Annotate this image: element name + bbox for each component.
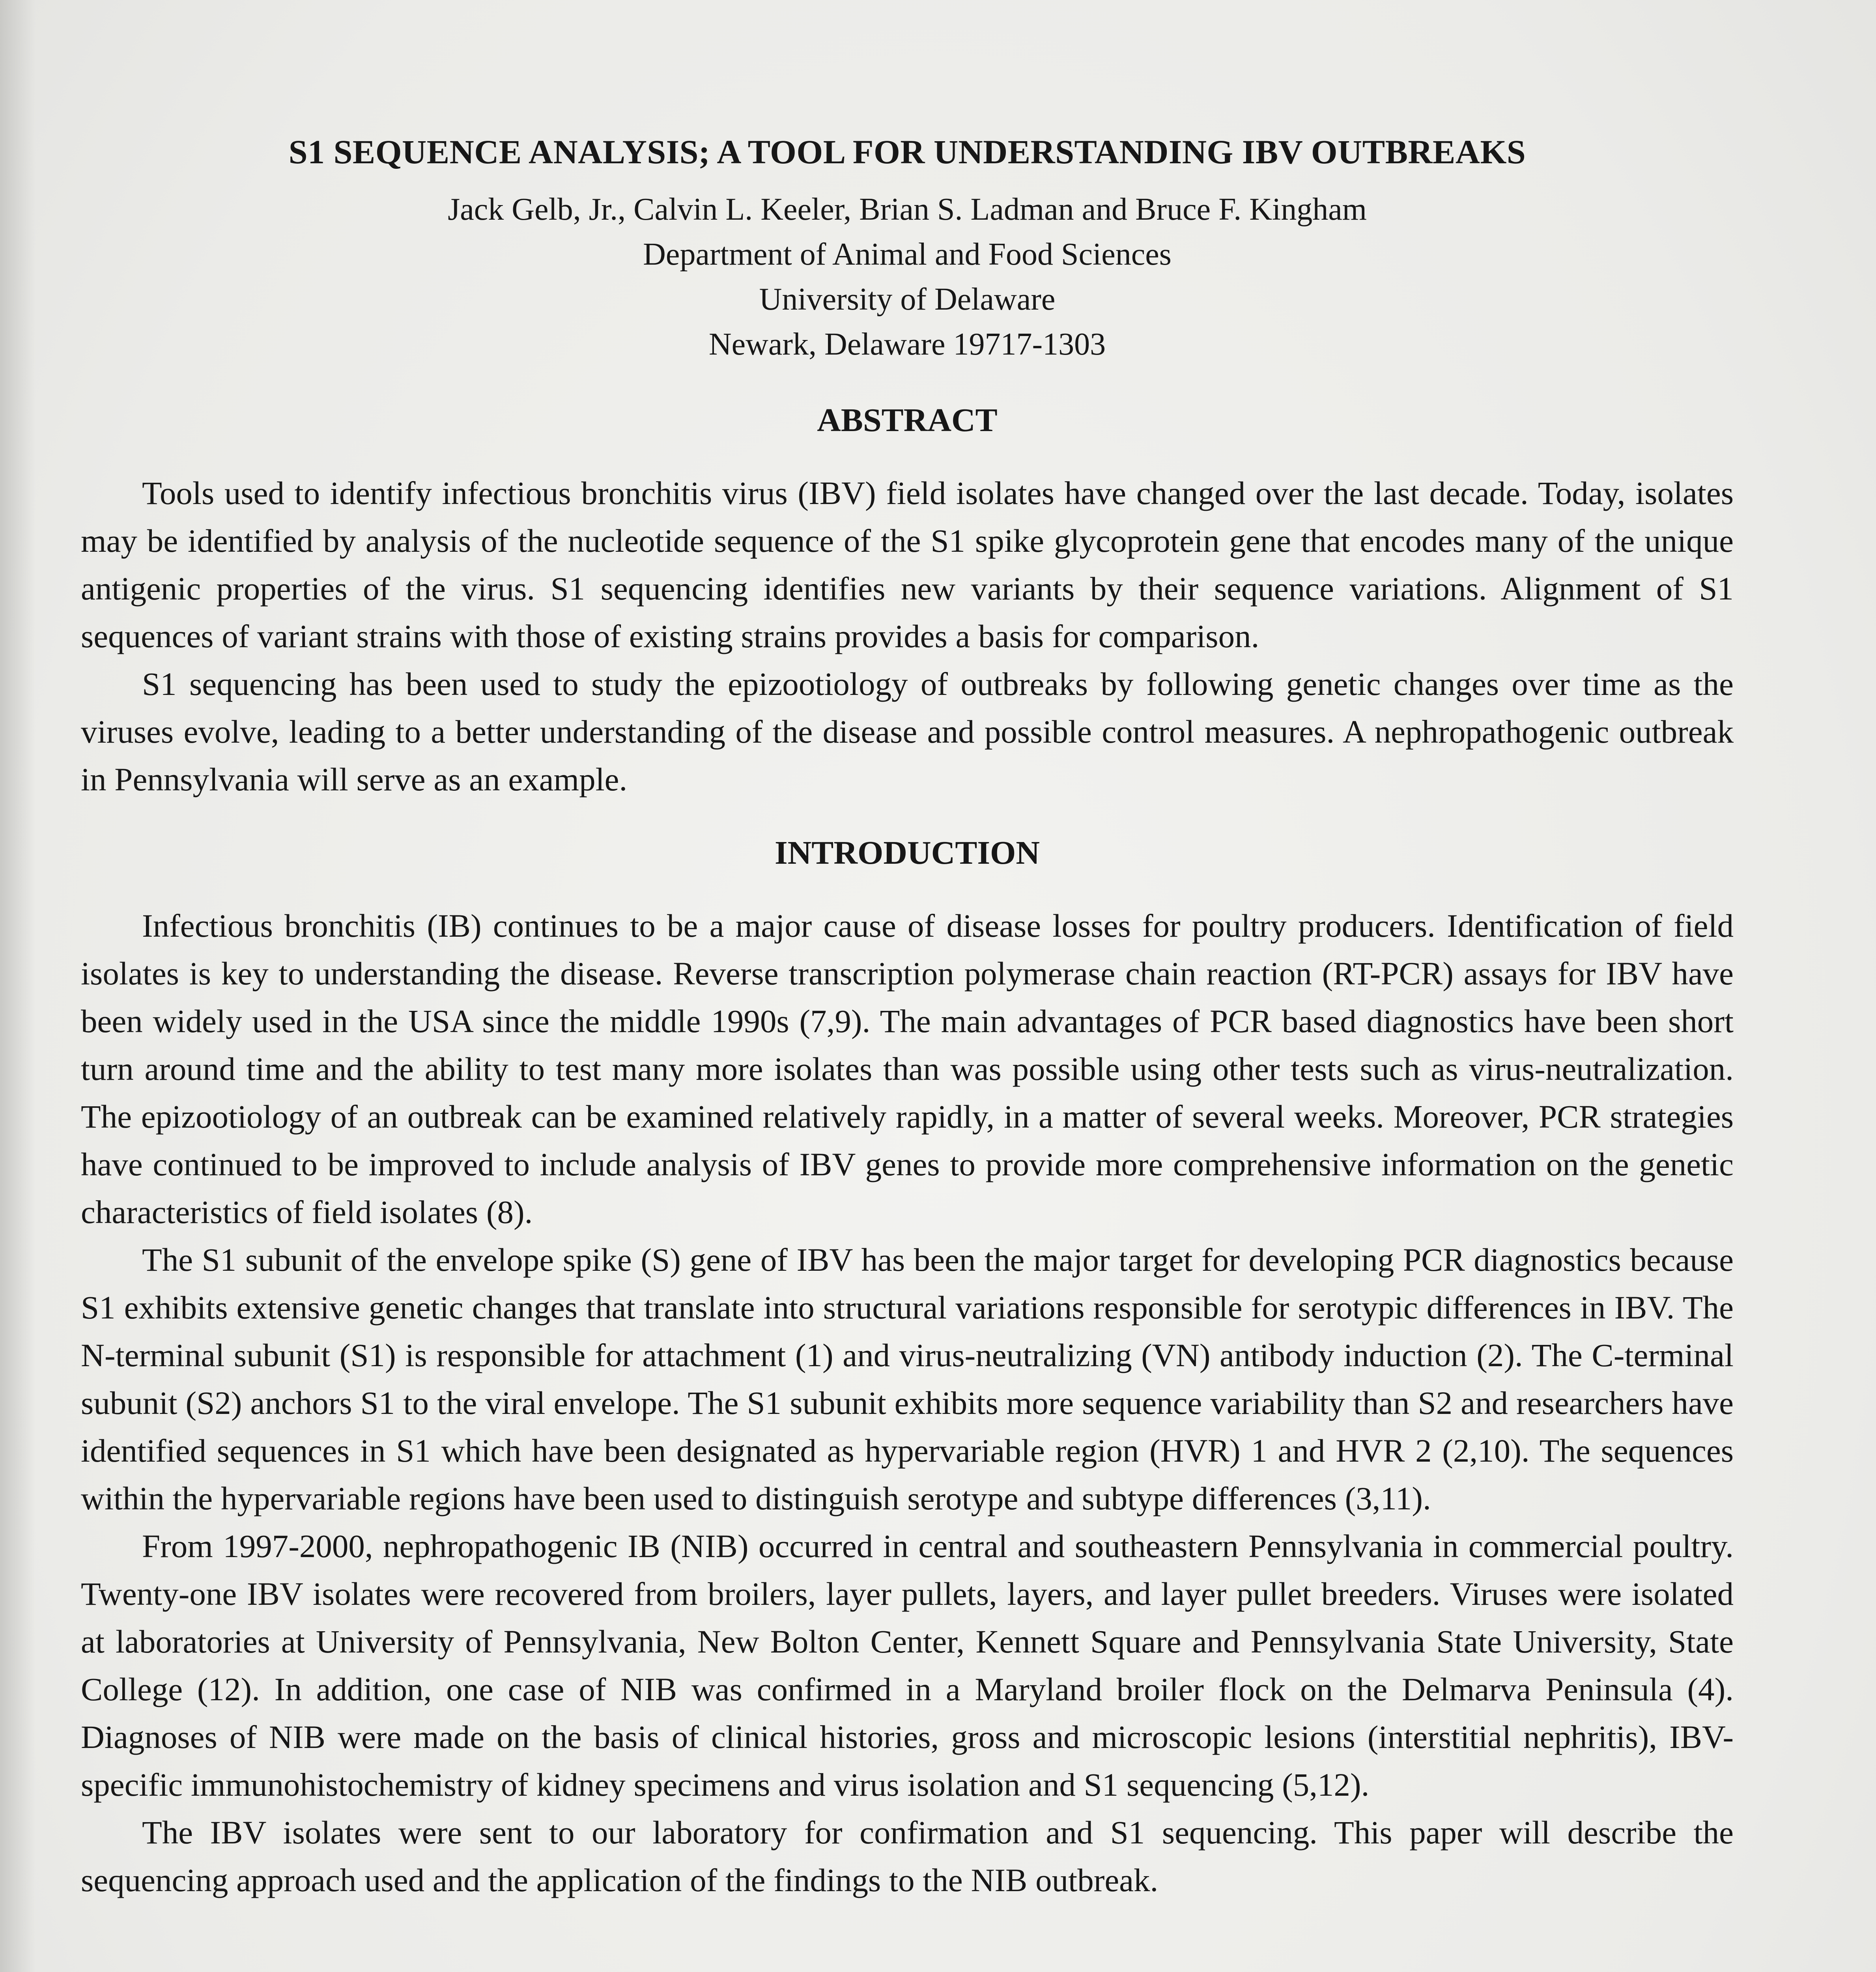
abstract-paragraph: Tools used to identify infectious bronchitis virus (IBV) field isolates have changed over the last decade. Today, isolates may be identified by analysis of the nucleotide sequence of the S1 spike glycoprotein gene that encodes many of the unique antigenic properties of the virus. S1 sequencing identifies new variants by their sequence variations. Alignment of S1 sequences of variant strains with those of existing strains provides a basis for comparison. (81, 475, 1734, 654)
abstract-heading: ABSTRACT (817, 402, 998, 439)
abstract-paragraph: S1 sequencing has been used to study the epizootiology of outbreaks by following genetic changes over time as the viruses evolve, leading to a better understanding of the disease and possible control measures. A nephropathogenic outbreak in Pennsylvania will serve as an example. (81, 666, 1734, 797)
paper-title: S1 SEQUENCE ANALYSIS; A TOOL FOR UNDERSTANDING IBV OUTBREAKS (288, 133, 1526, 171)
scan-shadow (0, 0, 36, 1972)
department-name: Department of Animal and Food Sciences (643, 237, 1172, 272)
introduction-paragraph: The S1 subunit of the envelope spike (S) gene of IBV has been the major target for developing PCR diagnostics because S1 exhibits extensive genetic changes that translate into structural variations responsible for serotypic differences in IBV. The N-terminal subunit (S1) is responsible for attachment (1) and virus-neutralizing (VN) antibody induction (2). The C-terminal subunit (S2) anchors S1 to the viral envelope. The S1 subunit exhibits more sequence variability than S2 and researchers have identified sequences in S1 which have been designated as hypervariable region (HVR) 1 and HVR 2 (2,10). The sequences within the hypervariable regions have been used to distinguish serotype and subtype differences (3,11). (81, 1242, 1734, 1516)
introduction-section (81, 831, 1734, 1904)
abstract-section (81, 398, 1734, 803)
author-affiliation-block (81, 187, 1734, 367)
postal-address: Newark, Delaware 19717-1303 (708, 327, 1106, 362)
introduction-paragraph: From 1997-2000, nephropathogenic IB (NIB) occurred in central and southeastern Pennsylvania in commercial poultry. Twenty-one IBV isolates were recovered from broilers, layer pullets, layers, and layer pullet breeders. Viruses were isolated at laboratories at University of Pennsylvania, New Bolton Center, Kennett Square and Pennsylvania State University, State College (12). In addition, one case of NIB was confirmed in a Maryland broiler flock on the Delmarva Peninsula (4). Diagnoses of NIB were made on the basis of clinical histories, gross and microscopic lesions (interstitial nephritis), IBV-specific immunohistochemistry of kidney specimens and virus isolation and S1 sequencing (5,12). (81, 1528, 1734, 1803)
introduction-heading: INTRODUCTION (774, 835, 1040, 871)
introduction-paragraph: The IBV isolates were sent to our laboratory for confirmation and S1 sequencing. This paper will describe the sequencing approach used and the application of the findings to the NIB outbreak. (81, 1814, 1734, 1898)
author-list: Jack Gelb, Jr., Calvin L. Keeler, Brian S. Ladman and Bruce F. Kingham (448, 192, 1367, 227)
university-name: University of Delaware (759, 282, 1056, 317)
paper-content (81, 130, 1734, 1932)
introduction-paragraph: Infectious bronchitis (IB) continues to be a major cause of disease losses for poultry producers. Identification of field isolates is key to understanding the disease. Reverse transcription polymerase chain reaction (RT-PCR) assays for IBV have been widely used in the USA since the middle 1990s (7,9). The main advantages of PCR based diagnostics have been short turn around time and the ability to test many more isolates than was possible using other tests such as virus-neutralization. The epizootiology of an outbreak can be examined relatively rapidly, in a matter of several weeks. Moreover, PCR strategies have continued to be improved to include analysis of IBV genes to provide more comprehensive information on the genetic characteristics of field isolates (8). (81, 908, 1734, 1230)
